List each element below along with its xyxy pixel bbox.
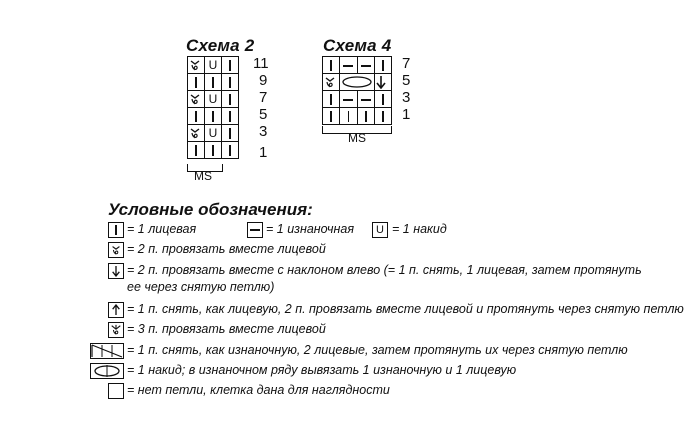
knit-symbol xyxy=(222,108,239,125)
legend-slip-purlwise-text: = 1 п. снять, как изнаночную, 2 лицевые, затем протянуть их через снятую петлю xyxy=(127,343,628,357)
scheme-2-row-number: 5 xyxy=(259,106,268,123)
knit-symbol xyxy=(222,142,239,159)
k2tog-symbol xyxy=(323,74,340,91)
legend-ssk-text-line-1: = 2 п. провязать вместе с наклоном влево (= 1 п. снять, 1 лицевая, затем протянуть xyxy=(127,263,642,277)
yo-purl-knit-symbol xyxy=(340,74,375,91)
scheme-4-row-number: 7 xyxy=(402,55,411,72)
scheme-4-row-number: 1 xyxy=(402,106,411,123)
scheme-4-row-number: 3 xyxy=(402,89,411,106)
k2tog-symbol xyxy=(188,91,205,108)
scheme-2-row-1 xyxy=(188,142,239,159)
scheme-2-row-7 xyxy=(188,91,239,108)
legend-purl-text: = 1 изнаночная xyxy=(266,222,355,236)
legend-yo-symbol: U xyxy=(372,222,388,238)
legend-purl-symbol xyxy=(247,222,263,238)
legend-yo-purl-knit-text: = 1 накид; в изнаночном ряду вывязать 1 изнаночную и 1 лицевую xyxy=(127,363,517,377)
legend-knit-text: = 1 лицевая xyxy=(127,222,197,236)
knit-symbol xyxy=(205,108,222,125)
knit-symbol xyxy=(323,108,340,125)
scheme-2-row-11 xyxy=(188,57,239,74)
ssk-arrow-down-icon xyxy=(375,74,392,91)
knit-symbol xyxy=(323,57,340,74)
legend-knit-symbol xyxy=(108,222,124,238)
scheme-4-chart xyxy=(322,56,392,125)
scheme-2-title: Схема 2 xyxy=(186,36,255,55)
legend-k3tog-icon xyxy=(108,322,124,338)
knit-symbol xyxy=(222,74,239,91)
yarn-over-symbol: U xyxy=(205,125,222,142)
scheme-2-row-number: 3 xyxy=(259,123,268,140)
legend-no-stitch-symbol xyxy=(108,383,124,399)
scheme-2-row-number: 1 xyxy=(259,144,268,161)
knit-symbol xyxy=(375,57,392,74)
knit-symbol xyxy=(188,74,205,91)
scheme-2-row-number: 11 xyxy=(253,55,269,72)
scheme-2-row-3 xyxy=(188,125,239,142)
legend-ssk-text-line-2: ее через снятую петлю) xyxy=(127,280,275,294)
scheme-2-row-number: 9 xyxy=(259,72,268,89)
scheme-2-ms-label: MS xyxy=(194,169,212,183)
knit-symbol xyxy=(222,57,239,74)
legend-k3tog-text: = 3 п. провязать вместе лицевой xyxy=(127,322,326,336)
legend-ssk-arrow-down-icon xyxy=(108,263,124,279)
legend-yo-purl-knit-icon xyxy=(90,363,124,379)
legend-slip-purlwise-icon xyxy=(90,343,124,359)
purl-symbol xyxy=(340,91,358,108)
knit-symbol xyxy=(188,142,205,159)
purl-symbol xyxy=(340,57,358,74)
scheme-4-row-number: 5 xyxy=(402,72,411,89)
knit-symbol xyxy=(340,108,358,125)
legend-sk2p-arrow-up-icon xyxy=(108,302,124,318)
knit-symbol xyxy=(375,91,392,108)
k2tog-symbol xyxy=(188,125,205,142)
scheme-2-row-9 xyxy=(188,74,239,91)
scheme-4-row-5 xyxy=(323,74,392,91)
knit-symbol xyxy=(357,108,375,125)
knit-symbol xyxy=(375,108,392,125)
scheme-4-row-7 xyxy=(323,57,392,74)
knit-symbol xyxy=(205,74,222,91)
legend-sk2p-text: = 1 п. снять, как лицевую, 2 п. провязать вместе лицевой и протянуть через снятую петлю xyxy=(127,302,684,316)
yarn-over-symbol: U xyxy=(205,57,222,74)
scheme-2-chart xyxy=(187,56,239,159)
scheme-2-row-number: 7 xyxy=(259,89,268,106)
knit-symbol xyxy=(222,91,239,108)
legend-title: Условные обозначения: xyxy=(108,200,313,219)
scheme-4-ms-label: MS xyxy=(348,131,366,145)
scheme-4-title: Схема 4 xyxy=(323,36,392,55)
knit-symbol xyxy=(205,142,222,159)
scheme-4-row-3 xyxy=(323,91,392,108)
yarn-over-symbol: U xyxy=(205,91,222,108)
k2tog-symbol xyxy=(188,57,205,74)
scheme-2-row-5 xyxy=(188,108,239,125)
legend-k2tog-text: = 2 п. провязать вместе лицевой xyxy=(127,242,326,256)
purl-symbol xyxy=(357,57,375,74)
legend-yo-text: = 1 накид xyxy=(392,222,447,236)
purl-symbol xyxy=(357,91,375,108)
legend-k2tog-icon xyxy=(108,242,124,258)
knit-symbol xyxy=(323,91,340,108)
knit-symbol xyxy=(188,108,205,125)
legend-no-stitch-text: = нет петли, клетка дана для наглядности xyxy=(127,383,390,397)
knit-symbol xyxy=(222,125,239,142)
scheme-4-row-1 xyxy=(323,108,392,125)
